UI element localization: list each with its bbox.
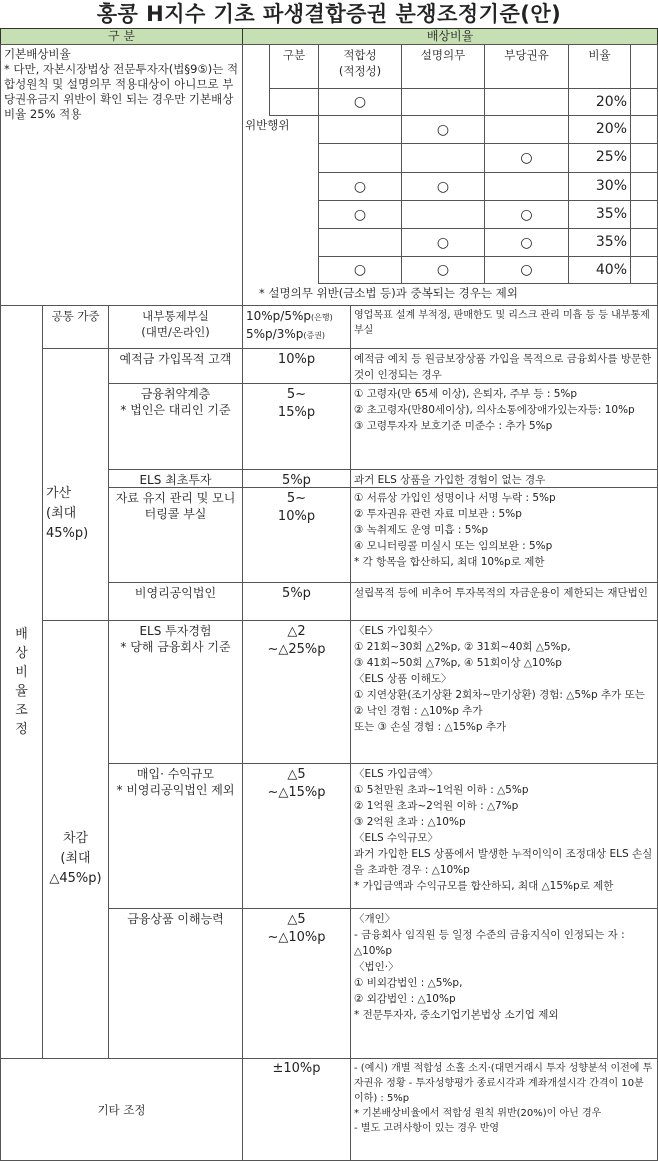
matrix-mark-cell <box>318 115 402 144</box>
add-item-rate: 5~ 10%p <box>242 487 351 583</box>
matrix-rate-cell: 40% <box>568 256 631 284</box>
matrix-mark-cell: ○ <box>401 172 485 201</box>
matrix-header-cell: 비율 <box>568 44 631 89</box>
common-group-label: 공통 가중 <box>42 305 109 349</box>
matrix-rate-cell: 25% <box>568 143 631 173</box>
matrix-rate-cell: 20% <box>568 115 631 144</box>
matrix-mark-cell <box>401 143 485 173</box>
matrix-rate-cell: 30% <box>568 172 631 201</box>
sub-item-rate: △5 ~△15%p <box>242 763 351 909</box>
base-note: * 설명의무 위반(금소법 등)과 중복되는 경우는 제외 <box>242 283 658 306</box>
matrix-mark-cell: ○ <box>484 256 569 284</box>
add-item-rate: 10%p <box>242 348 351 384</box>
matrix-rate-cell: 20% <box>568 88 631 116</box>
add-item-rate: 5%p <box>242 582 351 621</box>
matrix-blank-cell <box>630 115 658 144</box>
sub-item-rate: △2 ~△25%p <box>242 620 351 764</box>
other-desc: - (예시) 개별 적합성 소홀 소지·(대면거래시 투자 성향분석 이전에 투자권유 정황 - 투자성향평가 종료시각과 계좌개설시각 간격이 10분 이하) : 5%p * 기본배상비율에서 적합성 원칙 위반(20%)이 아닌 경우 - 별도 고려사항이 있는 경우 반영 <box>350 1058 658 1161</box>
sub-item-desc: 〈ELS 가입금액〉 ① 5천만원 초과~1억원 이하 : △5%p ② 1억원 초과~2억원 이하 : △7%p ③ 2억원 초과 : △10%p 〈ELS 수익규모〉 과거 가입한 ELS 상품에서 발생한 누적이익이 조정대상 ELS 손실을 초과한 경우 : △10%p * 가입금액과 수익규모를 합산하되, 최대 △15%p로 제한 <box>350 763 658 909</box>
add-item-label: 비영리공익법인 <box>108 582 243 621</box>
sub-item-desc: 〈개인〉 - 금융회사 임직원 등 일정 수준의 금융지식이 인정되는 자 : △10%p 〈법인·〉 ① 비외감법인 : △5%p, ② 외감법인 : △10%p * 전문투자자, 중소기업기본법상 소기업 제외 <box>350 908 658 1059</box>
matrix-mark-cell: ○ <box>318 256 402 284</box>
sub-item-label: ELS 투자경험 * 당해 금융회사 기준 <box>108 620 243 764</box>
matrix-blank-cell <box>630 172 658 201</box>
matrix-blank-cell <box>630 88 658 116</box>
common-rate-2-note: (증권) <box>303 331 326 340</box>
add-group-label: 가산 (최대 45%p) <box>42 348 109 621</box>
sub-item-label: 매입· 수익규모 * 비영리공익법인 제외 <box>108 763 243 909</box>
add-item-label: ELS 최초투자 <box>108 469 243 488</box>
matrix-rate-cell: 35% <box>568 200 631 229</box>
add-item-desc: 예적금 예치 등 원금보장상품 가입을 목적으로 금융회사를 방문한 것이 인정되는 경우 <box>350 348 658 384</box>
common-desc: 영업목표 설계 부적정, 판매한도 및 리스크 관리 미흡 등 등 내부통제 부실 <box>350 305 658 349</box>
common-item: 내부통제부실 (대면/온라인) <box>108 305 243 349</box>
matrix-mark-cell: ○ <box>318 172 402 201</box>
sub-item-label: 금융상품 이해능력 <box>108 908 243 1059</box>
matrix-mark-cell: ○ <box>401 256 485 284</box>
add-item-desc: 설립목적 등에 비추어 투자목적의 자금운용이 제한되는 재단법인 <box>350 582 658 621</box>
matrix-mark-cell: ○ <box>484 228 569 257</box>
sub-group-label: 차감 (최대 △45%p) <box>42 620 109 1059</box>
violation-label: 위반행위 <box>245 118 290 132</box>
matrix-blank-cell <box>630 200 658 229</box>
other-rate: ±10%p <box>242 1058 351 1161</box>
add-item-label: 자료 유지 관리 및 모니터링콜 부실 <box>108 487 243 583</box>
adjust-label: 배 상 비 율 조 정 <box>0 305 43 1059</box>
add-item-label: 예적금 가입목적 고객 <box>108 348 243 384</box>
matrix-blank-cell <box>630 228 658 257</box>
header-rate: 배상비율 <box>242 28 658 45</box>
matrix-mark-cell: ○ <box>484 143 569 173</box>
header-category: 구 분 <box>0 28 243 45</box>
matrix-mark-cell <box>401 88 485 116</box>
matrix-mark-cell: ○ <box>318 88 402 116</box>
matrix-blank-cell <box>630 256 658 284</box>
add-item-label: 금융취약계층 * 법인은 대리인 기준 <box>108 383 243 470</box>
sub-item-rate: △5 ~△10%p <box>242 908 351 1059</box>
common-rate-2: 5%p/3%p <box>246 327 304 341</box>
common-rate-1-note: (은행) <box>311 313 333 322</box>
matrix-rate-cell: 35% <box>568 228 631 257</box>
matrix-mark-cell <box>318 143 402 173</box>
add-item-rate: 5%p <box>242 469 351 488</box>
matrix-header-cell: 부당권유 <box>484 44 569 89</box>
page-title: 홍콩 H지수 기초 파생결합증권 분쟁조정기준(안) <box>96 2 562 26</box>
matrix-header-cell: 설명의무 <box>401 44 485 89</box>
add-item-desc: ① 서류상 가입인 성명이나 서명 누락 : 5%p ② 투자권유 관련 자료 미보관 : 5%p ③ 녹취제도 운영 미흡 : 5%p ④ 모니터링콜 미실시 또는 임의보완 : 5%p * 각 항목을 합산하되, 최대 10%p로 제한 <box>350 487 658 583</box>
sub-item-desc: 〈ELS 가입횟수〉 ① 21회~30회 △2%p, ② 31회~40회 △5%p, ③ 41회~50회 △7%p, ④ 51회이상 △10%p 〈ELS 상품 이해도〉 ① 지연상환(조기상환 2회차~만기상환) 경험: △5%p 추가 또는 ② 낙인 경험 : △10%p 추가 또는 ③ 손실 경험 : △15%p 추가 <box>350 620 658 764</box>
matrix-header-cell: 적합성 (적정성) <box>318 44 402 89</box>
add-item-rate: 5~ 15%p <box>242 383 351 470</box>
matrix-mark-cell: ○ <box>318 200 402 229</box>
matrix-mark-cell: ○ <box>484 200 569 229</box>
other-label: 기타 조정 <box>0 1058 243 1161</box>
matrix-mark-cell <box>484 172 569 201</box>
matrix-mark-cell <box>401 200 485 229</box>
common-rate-1: 10%p/5%p <box>246 309 311 323</box>
matrix-mark-cell: ○ <box>401 228 485 257</box>
matrix-mark-cell <box>484 88 569 116</box>
matrix-blank-cell <box>630 143 658 173</box>
common-rate <box>242 305 351 349</box>
add-item-desc: ① 고령자(만 65세 이상), 은퇴자, 주부 등 : 5%p ② 초고령자(만80세이상), 의사소통에장애가있는자등: 10%p ③ 고령투자자 보호기준 미준수 : 추가 5%p <box>350 383 658 470</box>
matrix-header-cell: 구분 <box>269 44 319 89</box>
base-rate-description: 기본배상비율 * 다만, 자본시장법상 전문투자자(법§9⑤)는 적합성원칙 및 설명의무 적용대상이 아니므로 부당권유금지 위반이 확인 되는 경우만 기본배상비율 25% 적용 <box>0 44 243 306</box>
matrix-mark-cell <box>318 228 402 257</box>
matrix-mark-cell: ○ <box>401 115 485 144</box>
matrix-blank-cell <box>630 44 658 89</box>
matrix-blank-cell <box>269 88 319 116</box>
matrix-mark-cell <box>484 115 569 144</box>
add-item-desc: 과거 ELS 상품을 가입한 경험이 없는 경우 <box>350 469 658 488</box>
